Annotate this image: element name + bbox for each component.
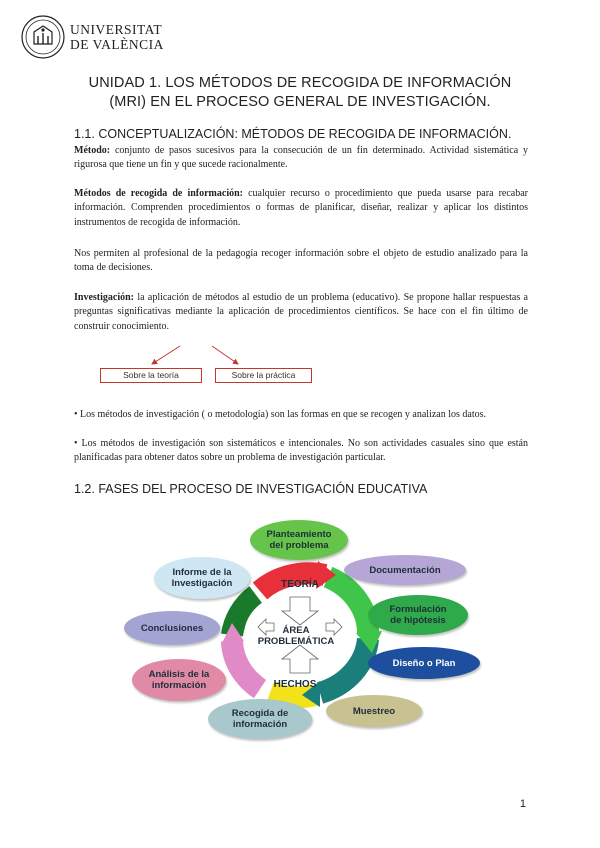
- phase-planteamiento-label: Planteamiento del problema: [266, 529, 332, 551]
- paragraph-investigacion: [74, 291, 528, 334]
- document-title-line1: UNIDAD 1. LOS MÉTODOS DE RECOGIDA DE INFORMACIÓN: [88, 75, 512, 91]
- research-cycle-diagram: [110, 515, 490, 745]
- section-heading-fases: 1.2. FASES DEL PROCESO DE INVESTIGACIÓN EDUCATIVA: [74, 482, 428, 496]
- paragraph-metodos-recogida: [74, 187, 528, 230]
- paragraph-permiten: Nos permiten al profesional de la pedagogía recoger información sobre el objeto de estudio analizado para la toma de decisiones.: [74, 248, 528, 274]
- bullet-metodos-sistematicos: • Los métodos de investigación son sistemáticos e intencionales. No son actividades casuales sino que están planificadas para obtener datos sobre un problema de investigación particular.: [74, 438, 528, 464]
- phase-formulacion: [368, 595, 468, 635]
- definition-metodo: conjunto de pasos sucesivos para la consecución de un fin determinado. Actividad sistemática y rigurosa que tiene un fin y que sucede racionalmente.: [74, 145, 528, 171]
- phase-analisis: [132, 659, 226, 701]
- center-label-area: ÁREA: [282, 625, 310, 636]
- phase-conclusiones: [124, 611, 220, 645]
- phase-diseno: [368, 647, 480, 679]
- bullet-metodos-formas: • Los métodos de investigación ( o metodología) son las formas en que se recogen y analizan los datos.: [74, 409, 487, 420]
- phase-documentacion: [344, 555, 466, 585]
- ring-label-hechos: HECHOS: [273, 679, 317, 690]
- phase-recogida-label: Recogida de información: [231, 708, 289, 730]
- document-title: [60, 74, 540, 112]
- section-heading-conceptualizacion: 1.1. CONCEPTUALIZACIÓN: MÉTODOS DE RECOGIDA DE INFORMACIÓN.: [74, 127, 512, 141]
- phase-documentacion-label: Documentación: [369, 564, 441, 576]
- phase-muestreo-label: Muestreo: [352, 705, 396, 717]
- definition-metodos-recogida: cualquier recurso o procedimiento que pueda usarse para recabar información. Comprenden procedimientos o formas de planificar, diseñar, realizar y aplicar los distintos instrumentos de recogida de información.: [74, 188, 528, 228]
- phase-planteamiento: [250, 520, 348, 560]
- page-number: 1: [519, 798, 526, 810]
- document-title-line2: (MRI) EN EL PROCESO GENERAL DE INVESTIGACIÓN.: [109, 94, 491, 110]
- university-name: [70, 22, 164, 52]
- paragraph-metodo: [74, 144, 528, 173]
- box-sobre-la-practica: Sobre la práctica: [215, 368, 312, 383]
- phase-diseno-label: Diseño o Plan: [392, 657, 456, 669]
- definition-investigacion: la aplicación de métodos al estudio de un problema (educativo). Se propone hallar respuestas a preguntas significativas mediante la aplicación de procedimientos científicos. Se hace con el fin último de construir conocimiento.: [74, 292, 528, 332]
- term-investigacion: Investigación:: [74, 292, 134, 303]
- ring-label-teoria: TEORÍA: [281, 579, 319, 590]
- arrow-to-practice: [212, 346, 238, 364]
- center-label-problematica: PROBLEMÁTICA: [257, 636, 335, 647]
- university-name-line1: UNIVERSITAT: [70, 22, 163, 37]
- phase-formulacion-label: Formulación de hipótesis: [389, 604, 447, 626]
- university-name-line2: DE VALÈNCIA: [70, 37, 164, 52]
- term-metodo: Método:: [74, 145, 111, 156]
- term-metodos-recogida: Métodos de recogida de información:: [74, 188, 243, 199]
- phase-analisis-label: Análisis de la información: [148, 669, 210, 691]
- university-seal-icon: [20, 14, 66, 60]
- phase-muestreo: [326, 695, 422, 727]
- phase-informe: [154, 557, 250, 599]
- phase-conclusiones-label: Conclusiones: [140, 622, 204, 634]
- phase-recogida: [208, 699, 312, 739]
- university-logo: [20, 14, 180, 62]
- phase-informe-label: Informe de la Investigación: [171, 567, 233, 589]
- arrow-to-theory: [152, 346, 180, 364]
- box-sobre-la-teoria: Sobre la teoría: [100, 368, 202, 383]
